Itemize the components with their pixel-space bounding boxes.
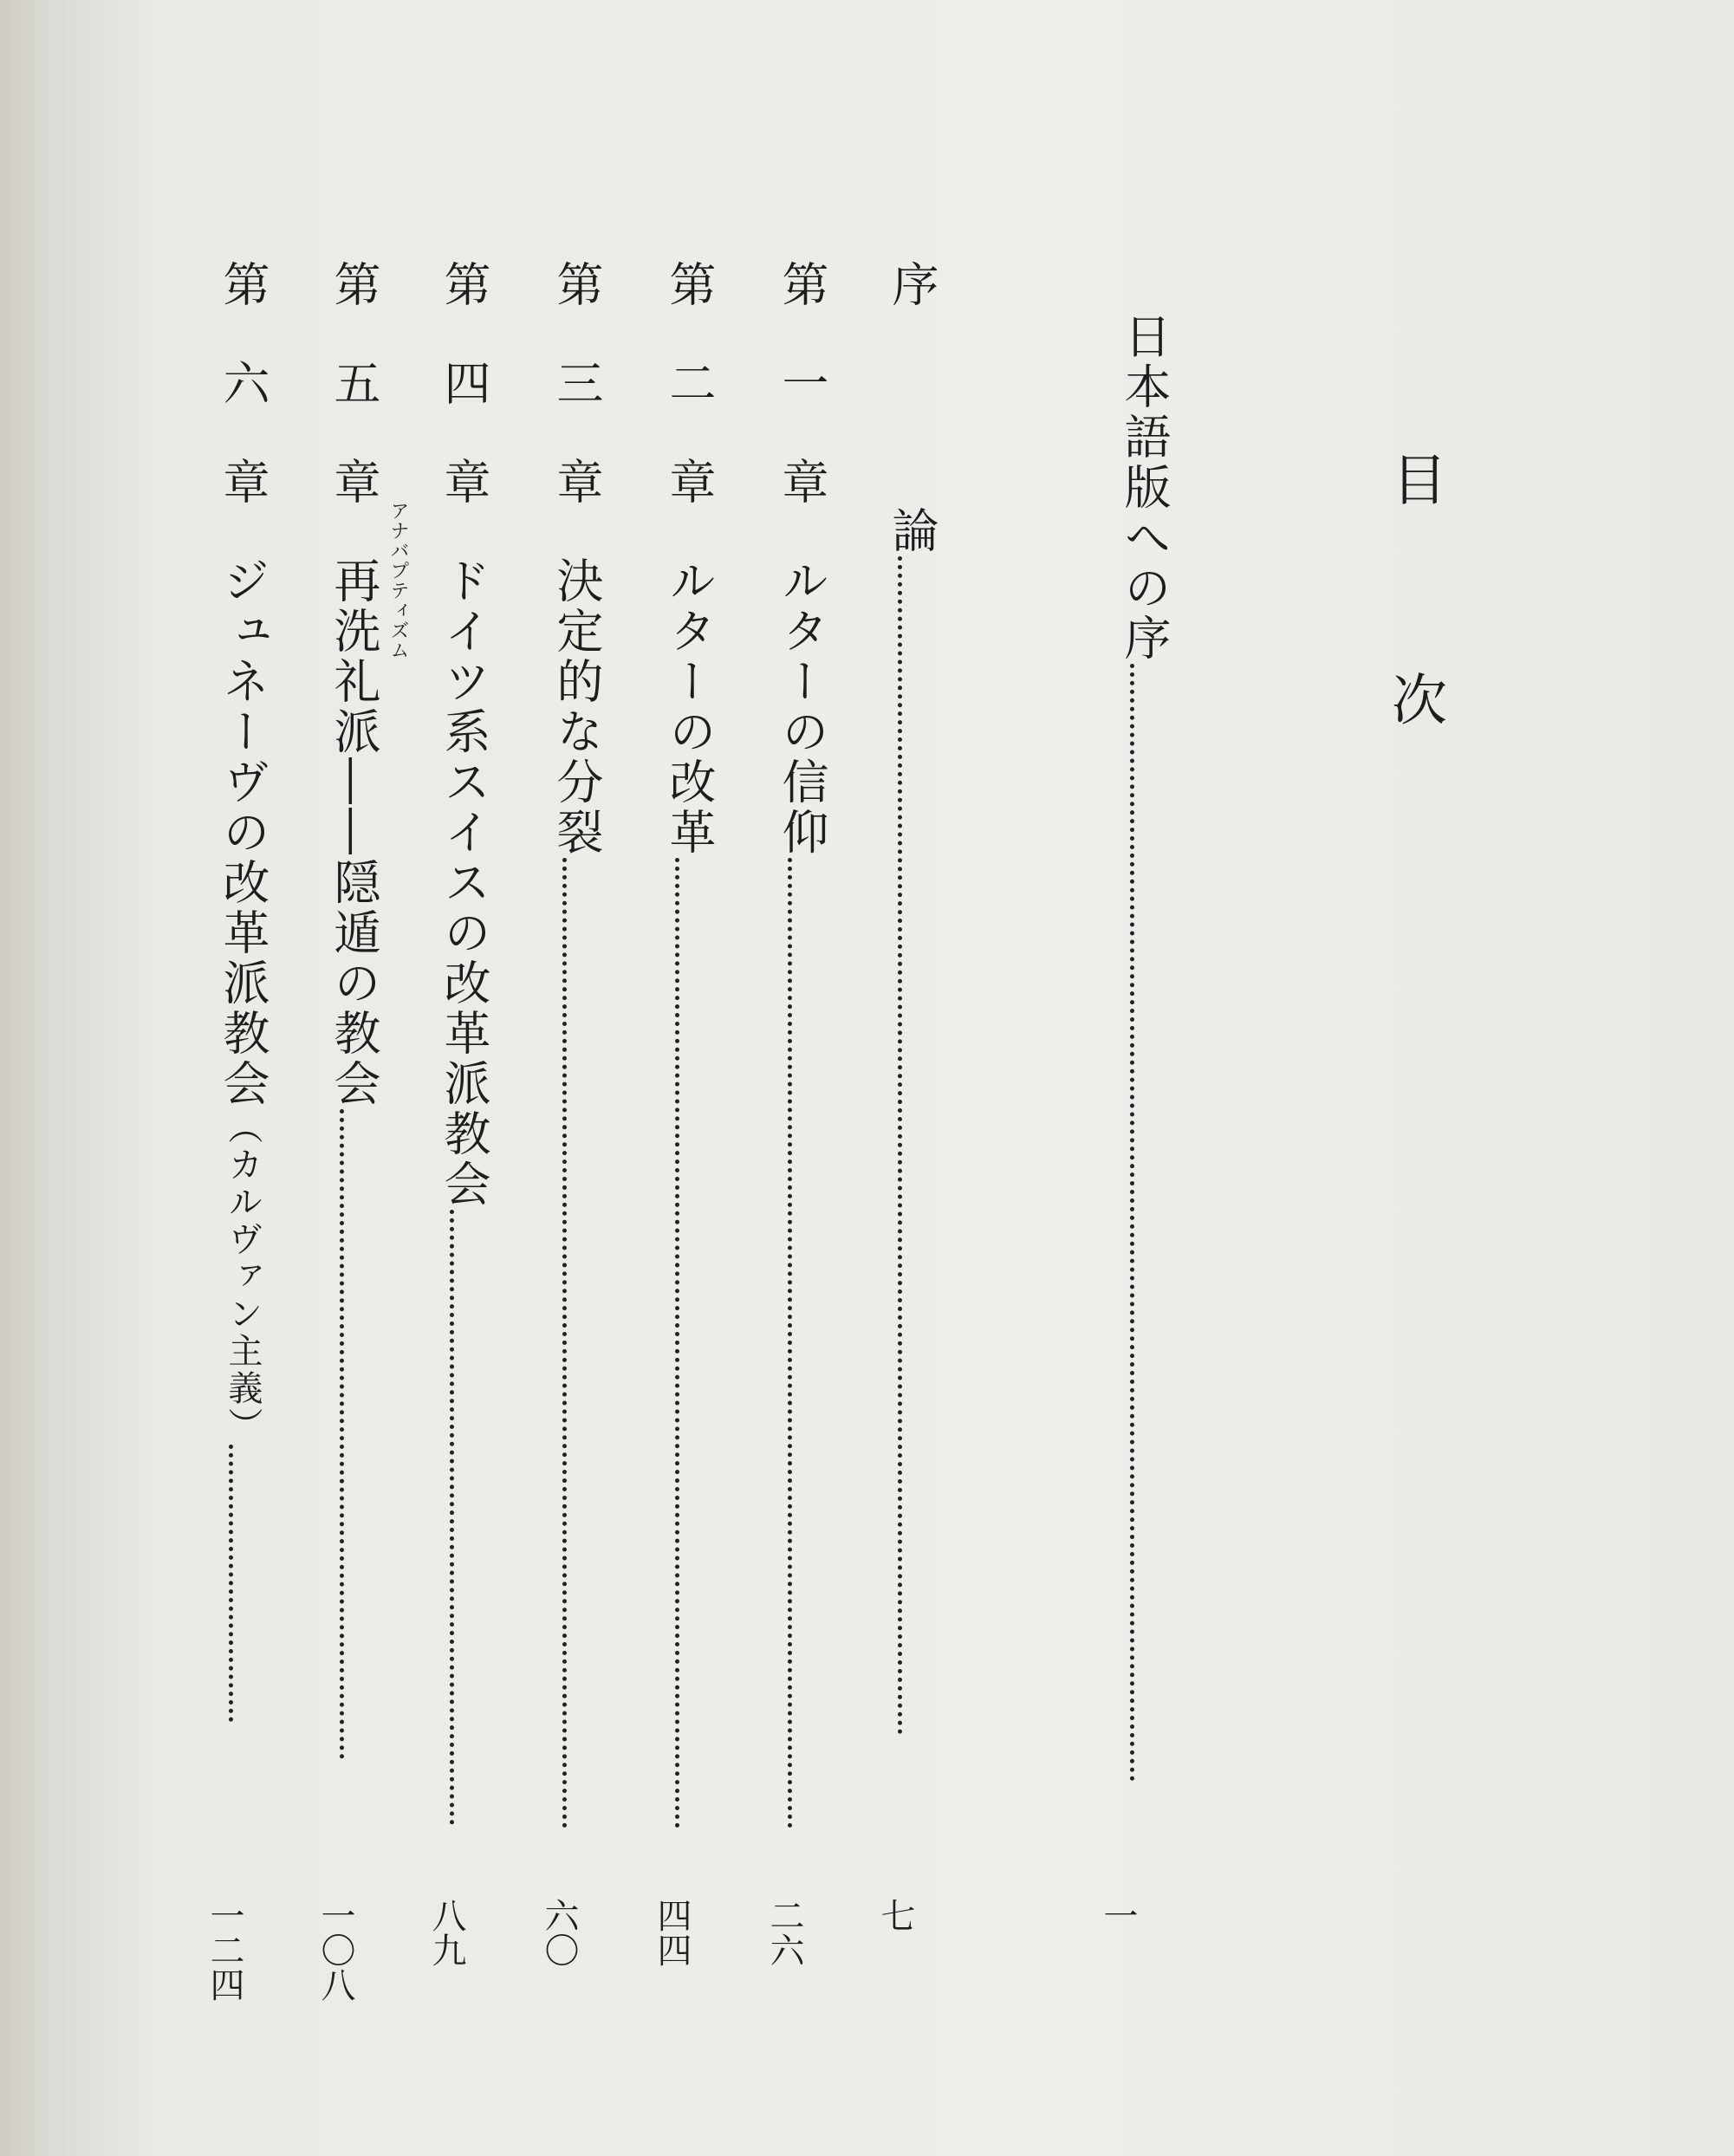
dot-leader [788, 858, 792, 1828]
toc-entry-title: 再洗礼派――隠遁の教会 [327, 556, 381, 1109]
toc-entry-prefix: 序 [885, 260, 939, 307]
toc-page-number: 八九 [426, 1898, 466, 1967]
dot-leader [340, 1109, 344, 1759]
toc-entry-subtitle: （カルヴァン主義） [223, 1109, 263, 1445]
toc-entry-title: ドイツ系スイスの改革派教会 [437, 556, 491, 1210]
toc-page-number: 六〇 [539, 1898, 579, 1967]
toc-entry-chapter-2[interactable] [663, 260, 715, 1993]
toc-entry-prefix: 第二章 [662, 260, 717, 556]
toc-title: 目次 [1382, 451, 1446, 891]
toc-entry-title: 日本語版への序 [1117, 312, 1172, 664]
toc-entry-chapter-6[interactable] [217, 260, 269, 1993]
toc-entry-chapter-3[interactable] [550, 260, 602, 1993]
toc-page-number: 一二四 [205, 1898, 244, 2002]
toc-page-number: 一〇八 [315, 1898, 355, 2002]
toc-entry-prefix: 第六章 [216, 260, 270, 556]
toc-entry-title: ルターの改革 [662, 556, 717, 858]
dot-leader [675, 858, 679, 1828]
ruby-annotation: アナバプティズム [387, 501, 409, 660]
toc-page-number: 一 [1098, 1898, 1138, 1932]
toc-entry-prefix: 第三章 [549, 260, 604, 556]
dot-leader [229, 1445, 233, 1722]
dot-leader [562, 858, 567, 1828]
toc-page-number: 七 [875, 1898, 915, 1932]
toc-entry-title: 決定的な分裂 [549, 556, 604, 858]
toc-entry-title: ルターの信仰 [775, 556, 829, 858]
toc-entry-prefix: 第一章 [775, 260, 829, 556]
toc-page-number: 二六 [764, 1898, 804, 1967]
toc-page-number: 四四 [652, 1898, 692, 1967]
toc-entry-chapter-4[interactable] [438, 260, 490, 1993]
toc-entry-title: ジュネーヴの改革派教会 [216, 556, 270, 1109]
toc-entry-chapter-5[interactable] [328, 260, 380, 1993]
toc-entry-preface-japanese[interactable] [1118, 312, 1170, 2045]
toc-entry-title: 論 [885, 506, 939, 556]
dot-leader [1130, 664, 1134, 1782]
toc-entry-chapter-1[interactable] [776, 260, 828, 1993]
dot-leader [450, 1210, 454, 1825]
toc-entry-prefix: 第五章 [327, 260, 381, 556]
dot-leader [898, 556, 902, 1735]
toc-entry-introduction[interactable] [886, 260, 938, 1993]
toc-entry-prefix: 第四章 [437, 260, 491, 556]
